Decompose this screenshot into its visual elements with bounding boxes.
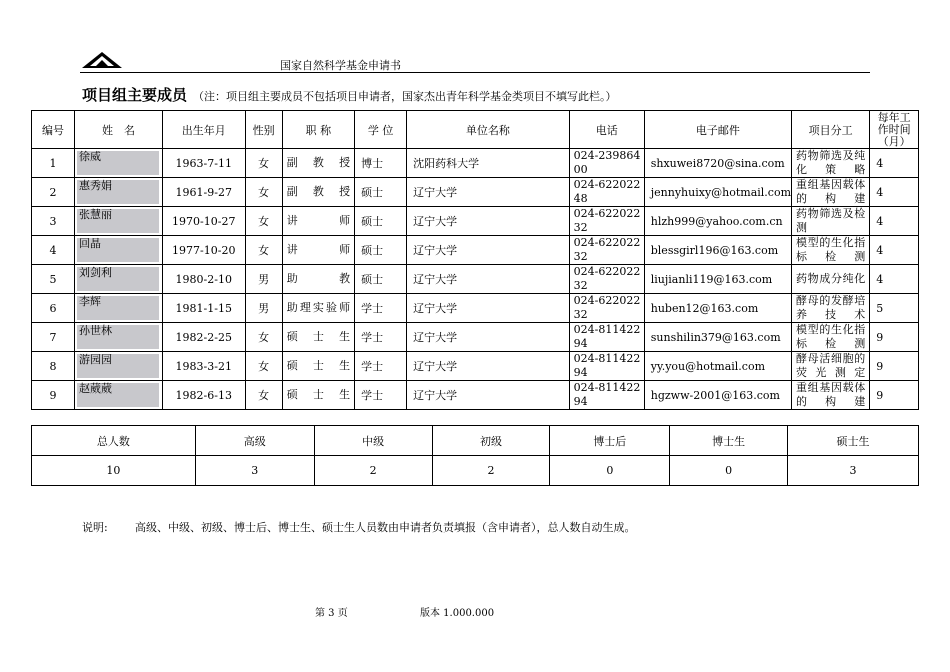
table-row	[32, 323, 919, 352]
summary-value-cell: 2	[314, 456, 432, 486]
summary-header-cell: 硕士生	[788, 426, 919, 456]
member-months: 4	[870, 149, 919, 178]
member-birth: 1970-10-27	[163, 207, 245, 236]
member-title: 硕士生	[282, 381, 354, 410]
member-phone: 024-62202248	[569, 178, 644, 207]
member-title: 助教	[282, 265, 354, 294]
summary-header-cell: 高级	[195, 426, 314, 456]
header-title: 职 称	[282, 111, 354, 149]
member-gender: 女	[245, 178, 282, 207]
member-email: shxuwei8720@sina.com	[644, 149, 791, 178]
member-unit: 辽宁大学	[407, 294, 570, 323]
member-task: 重组基因载体的构建	[792, 178, 870, 207]
summary-value-cell: 2	[432, 456, 550, 486]
member-phone: 024-23986400	[569, 149, 644, 178]
member-no: 5	[32, 265, 75, 294]
summary-header-cell: 初级	[432, 426, 550, 456]
member-email: huben12@163.com	[644, 294, 791, 323]
member-no: 8	[32, 352, 75, 381]
summary-value-cell: 3	[788, 456, 919, 486]
member-gender: 女	[245, 381, 282, 410]
member-title: 副教授	[282, 149, 354, 178]
member-birth: 1961-9-27	[163, 178, 245, 207]
member-degree: 学士	[355, 294, 407, 323]
member-task: 药物筛选及纯化策略	[792, 149, 870, 178]
member-name-cell	[75, 236, 163, 265]
explanation-text: 高级、中级、初级、博士后、博士生、硕士生人员数由申请者负责填报（含申请者），总人数自动生成。	[135, 521, 636, 534]
member-email: yy.you@hotmail.com	[644, 352, 791, 381]
member-no: 2	[32, 178, 75, 207]
member-unit: 辽宁大学	[407, 236, 570, 265]
table-row	[32, 149, 919, 178]
member-unit: 辽宁大学	[407, 178, 570, 207]
member-name: 刘剑利	[77, 267, 159, 291]
member-email: hgzww-2001@163.com	[644, 381, 791, 410]
header-no: 编号	[32, 111, 75, 149]
member-name: 孙世林	[77, 325, 159, 349]
member-birth: 1981-1-15	[163, 294, 245, 323]
summary-header-cell: 中级	[314, 426, 432, 456]
member-degree: 学士	[355, 352, 407, 381]
table-row	[32, 265, 919, 294]
member-degree: 硕士	[355, 207, 407, 236]
member-months: 9	[870, 381, 919, 410]
member-degree: 硕士	[355, 178, 407, 207]
member-name-cell	[75, 207, 163, 236]
member-no: 9	[32, 381, 75, 410]
member-name: 李辉	[77, 296, 159, 320]
member-unit: 辽宁大学	[407, 381, 570, 410]
header-phone: 电话	[569, 111, 644, 149]
member-birth: 1982-2-25	[163, 323, 245, 352]
member-birth: 1977-10-20	[163, 236, 245, 265]
member-unit: 辽宁大学	[407, 323, 570, 352]
member-name: 游园园	[77, 354, 159, 378]
member-birth: 1963-7-11	[163, 149, 245, 178]
member-email: liujianli119@163.com	[644, 265, 791, 294]
member-title: 讲师	[282, 207, 354, 236]
page-number: 第 3 页	[315, 608, 348, 619]
member-degree: 硕士	[355, 236, 407, 265]
member-task: 药物成分纯化	[792, 265, 870, 294]
member-birth: 1980-2-10	[163, 265, 245, 294]
member-phone: 024-62202232	[569, 207, 644, 236]
member-phone: 024-81142294	[569, 352, 644, 381]
summary-value-cell: 0	[670, 456, 788, 486]
member-months: 9	[870, 352, 919, 381]
member-name-cell	[75, 381, 163, 410]
member-months: 5	[870, 294, 919, 323]
member-gender: 女	[245, 323, 282, 352]
member-name-cell	[75, 294, 163, 323]
member-no: 3	[32, 207, 75, 236]
member-months: 9	[870, 323, 919, 352]
member-no: 6	[32, 294, 75, 323]
member-unit: 辽宁大学	[407, 265, 570, 294]
member-degree: 学士	[355, 381, 407, 410]
member-degree: 学士	[355, 323, 407, 352]
member-task: 酵母的发酵培养技术	[792, 294, 870, 323]
member-task: 药物筛选及检测	[792, 207, 870, 236]
member-birth: 1983-3-21	[163, 352, 245, 381]
member-task: 模型的生化指标检测	[792, 236, 870, 265]
header-gender: 性别	[245, 111, 282, 149]
member-email: sunshilin379@163.com	[644, 323, 791, 352]
table-row	[32, 381, 919, 410]
member-name: 赵葳葳	[77, 383, 159, 407]
foundation-logo-icon	[82, 50, 122, 70]
member-name-cell	[75, 178, 163, 207]
summary-header-cell: 总人数	[32, 426, 196, 456]
section-note: （注：项目组主要成员不包括项目申请者，国家杰出青年科学基金类项目不填写此栏。）	[193, 90, 617, 103]
member-name: 张慧丽	[77, 209, 159, 233]
member-gender: 男	[245, 265, 282, 294]
member-email: hlzh999@yahoo.com.cn	[644, 207, 791, 236]
member-name: 惠秀娟	[77, 180, 159, 204]
member-phone: 024-62202232	[569, 236, 644, 265]
member-no: 7	[32, 323, 75, 352]
summary-table	[31, 425, 919, 486]
member-email: jennyhuixy@hotmail.com	[644, 178, 791, 207]
member-gender: 男	[245, 294, 282, 323]
header-divider	[80, 72, 870, 73]
version-label: 版本 1.000.000	[420, 608, 495, 619]
member-gender: 女	[245, 207, 282, 236]
member-months: 4	[870, 178, 919, 207]
member-birth: 1982-6-13	[163, 381, 245, 410]
member-name-cell	[75, 352, 163, 381]
summary-header-cell: 博士生	[670, 426, 788, 456]
member-email: blessgirl196@163.com	[644, 236, 791, 265]
summary-value-cell: 3	[195, 456, 314, 486]
section-title	[82, 84, 617, 105]
member-phone: 024-81142294	[569, 323, 644, 352]
member-name-cell	[75, 323, 163, 352]
summary-value-cell: 10	[32, 456, 196, 486]
explanation-label: 说明:	[82, 521, 108, 534]
section-title-text: 项目组主要成员	[82, 86, 188, 104]
header-unit: 单位名称	[407, 111, 570, 149]
member-task: 模型的生化指标检测	[792, 323, 870, 352]
header-birth: 出生年月	[163, 111, 245, 149]
header-months: 每年工作时间（月）	[870, 111, 919, 149]
header-title: 国家自然科学基金申请书	[280, 59, 401, 72]
member-title: 副教授	[282, 178, 354, 207]
summary-value-row	[32, 456, 919, 486]
table-row	[32, 236, 919, 265]
table-row	[32, 178, 919, 207]
member-phone: 024-62202232	[569, 265, 644, 294]
member-phone: 024-81142294	[569, 381, 644, 410]
member-title: 助理实验师	[282, 294, 354, 323]
member-task: 重组基因载体的构建	[792, 381, 870, 410]
member-name-cell	[75, 149, 163, 178]
summary-header-row	[32, 426, 919, 456]
member-gender: 女	[245, 236, 282, 265]
member-name: 回晶	[77, 238, 159, 262]
member-gender: 女	[245, 352, 282, 381]
member-unit: 辽宁大学	[407, 352, 570, 381]
member-title: 讲师	[282, 236, 354, 265]
member-degree: 硕士	[355, 265, 407, 294]
members-header-row	[32, 111, 919, 149]
member-no: 4	[32, 236, 75, 265]
header-email: 电子邮件	[644, 111, 791, 149]
member-months: 4	[870, 236, 919, 265]
member-unit: 沈阳药科大学	[407, 149, 570, 178]
summary-value-cell: 0	[550, 456, 670, 486]
header-task: 项目分工	[792, 111, 870, 149]
member-degree: 博士	[355, 149, 407, 178]
member-gender: 女	[245, 149, 282, 178]
member-name: 徐威	[77, 151, 159, 175]
member-title: 硕士生	[282, 323, 354, 352]
summary-header-cell: 博士后	[550, 426, 670, 456]
member-months: 4	[870, 265, 919, 294]
members-table	[31, 110, 919, 410]
table-row	[32, 352, 919, 381]
member-task: 酵母活细胞的荧光测定	[792, 352, 870, 381]
member-no: 1	[32, 149, 75, 178]
table-row	[32, 207, 919, 236]
member-phone: 024-62202232	[569, 294, 644, 323]
table-row	[32, 294, 919, 323]
header-name: 姓 名	[75, 111, 163, 149]
member-name-cell	[75, 265, 163, 294]
member-unit: 辽宁大学	[407, 207, 570, 236]
header-degree: 学 位	[355, 111, 407, 149]
member-months: 4	[870, 207, 919, 236]
member-title: 硕士生	[282, 352, 354, 381]
